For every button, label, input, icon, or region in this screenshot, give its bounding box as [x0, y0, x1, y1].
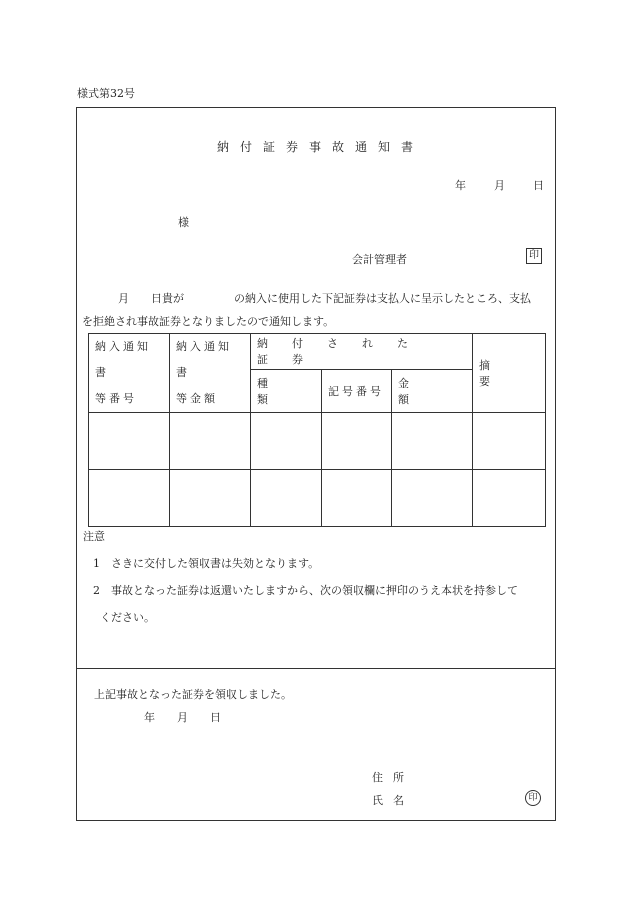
cell[interactable] [322, 470, 392, 527]
cell[interactable] [392, 470, 473, 527]
note-item-2-continued: ください。 [100, 611, 155, 624]
form-number: 様式第32号 [77, 87, 135, 100]
header-remarks: 摘要 [473, 334, 546, 413]
header-serial: 記号番号 [322, 369, 392, 412]
cell[interactable] [251, 470, 322, 527]
cell[interactable] [170, 470, 251, 527]
issuer-title: 会計管理者 [352, 253, 407, 266]
note-item-1: 1 さきに交付した領収書は失効となります。 [93, 557, 320, 570]
address-label: 住所 [372, 771, 414, 784]
header-notice-amount: 納入通知書 等金額 [170, 334, 251, 413]
body-month: 月 [118, 292, 129, 305]
body-text-line2: を拒絶され事故証券となりましたので通知します。 [82, 315, 335, 328]
body-text-line1 [118, 290, 531, 306]
date-day: 日 [533, 179, 544, 192]
cell[interactable] [89, 413, 170, 470]
cell[interactable] [392, 413, 473, 470]
cell[interactable] [473, 413, 546, 470]
header-notice-number: 納入通知書 等番号 [89, 334, 170, 413]
date-month: 月 [494, 179, 505, 192]
header-type: 種類 [251, 369, 322, 412]
cell[interactable] [89, 470, 170, 527]
receipt-divider [76, 668, 556, 669]
securities-table [88, 333, 546, 527]
date-year: 年 [455, 179, 466, 192]
table-row [89, 413, 546, 470]
body-day-prefix: 日貴が [151, 292, 184, 305]
addressee-suffix: 様 [178, 216, 189, 229]
header-amount: 金額 [392, 369, 473, 412]
receipt-date: 年 月 日 [144, 711, 221, 724]
issuer-seal-icon: 印 [526, 248, 542, 264]
notes-heading: 注意 [83, 530, 105, 543]
document-title: 納付証券事故通知書 [217, 140, 425, 154]
name-label: 氏名 [372, 794, 414, 807]
cell[interactable] [251, 413, 322, 470]
receipt-seal-icon: 印 [525, 790, 541, 806]
cell[interactable] [322, 413, 392, 470]
table-row [89, 470, 546, 527]
receipt-statement: 上記事故となった証券を領収しました。 [94, 688, 292, 701]
notice-date [455, 177, 544, 193]
note-item-2: 2 事故となった証券は返還いたしますから、次の領収欄に押印のうえ本状を持参して [93, 584, 518, 597]
body-text-1: の納入に使用した下記証券は支払人に呈示したところ、支払 [234, 292, 531, 305]
header-securities-group: 納付された証券 [251, 334, 473, 370]
cell[interactable] [170, 413, 251, 470]
cell[interactable] [473, 470, 546, 527]
